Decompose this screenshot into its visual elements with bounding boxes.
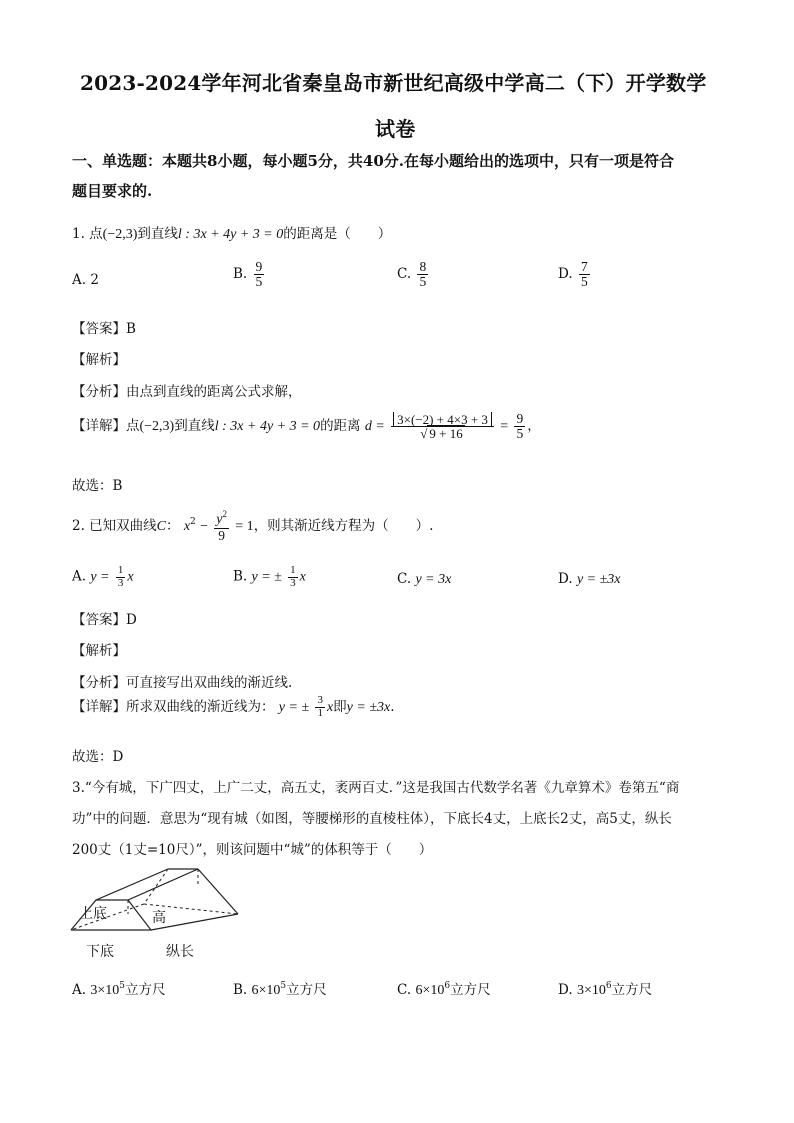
q3-option-b (233, 978, 327, 999)
detail-eq: y = ± (278, 700, 310, 715)
question-1 (72, 222, 391, 243)
frac-num: 3 (317, 694, 323, 707)
question-3-line3: 200丈（1丈=10尺）”，则该问题中“城”的体积等于（ ） (72, 842, 433, 858)
frac-num: 7 (580, 259, 588, 274)
option-label: C. (397, 571, 412, 587)
option-unit: 立方尺 (450, 982, 491, 998)
option-label: D. (558, 266, 573, 283)
trapezoid-prism-figure (66, 864, 256, 964)
option-coef: 6×10 (415, 983, 445, 998)
detail-line: l : 3x + 4y + 3 = 0 (214, 419, 321, 435)
option-label: C. (397, 982, 412, 998)
page-title: 2023-2024学年河北省秦皇岛市新世纪高级中学高二（下）开学数学 (80, 71, 707, 95)
option-exp: 6 (605, 981, 612, 991)
q2-eq-x: x (183, 518, 191, 534)
q2-suffix: ，则其渐近线方程为（ ）. (253, 517, 434, 534)
section-heading: 一、单选题：本题共8小题，每小题5分，共40分.在每小题给出的选项中，只有一项是符合 (72, 152, 674, 170)
detail-d: d = (364, 419, 385, 435)
detail-mid: 到直线 (174, 418, 215, 435)
q1-option-c (397, 260, 430, 289)
q2-option-a (72, 565, 134, 589)
q2-curve: C (156, 518, 167, 534)
q1-prefix: 1. 点 (72, 226, 103, 242)
q2-eq-num: y (216, 512, 223, 527)
detail-num: 3×(−2) + 4×3 + 3 (393, 412, 492, 427)
frac-num: 1 (290, 564, 296, 576)
detail-x: x (326, 700, 334, 715)
page-title-line2: 试卷 (375, 117, 416, 141)
q2-prefix: 2. 已知双曲线 (72, 517, 157, 534)
option-post: x (127, 569, 134, 585)
detail-mid2: 的距离 (320, 418, 361, 435)
question-2: 2. 已知双曲线C： $x^2$ − $\frac{y^2}{9}$ = 1，则其渐近线方程为（ ）. (72, 509, 434, 543)
top-right-edge (128, 869, 198, 900)
frac-den: 5 (255, 274, 263, 290)
q1-detail: 【详解】点(−2,3)到直线l : 3x + 4y + 3 = 0的距离 d = $\frac{3\times(-2) + 4\times 3 + 3}{√ 9 + 16}$ = $\frac{9}{5}$ ， (72, 411, 541, 442)
frac-den: 3 (117, 576, 124, 589)
q2-fenxi (72, 671, 292, 691)
fenxi-text: 可直接写出双曲线的渐近线. (126, 675, 293, 691)
back-right-slope (198, 869, 238, 914)
detail-eq: = (500, 419, 509, 435)
frac-den: 5 (580, 274, 588, 290)
frac-den: 5 (516, 426, 524, 442)
frac-den: 3 (290, 576, 296, 589)
option-label: C. (397, 266, 412, 283)
frac-den: 1 (317, 707, 323, 719)
q1-choice: 故选：B (72, 478, 123, 494)
frac-num: 9 (516, 411, 524, 426)
option-label: A. (72, 568, 87, 585)
section-heading-line2: 题目要求的. (72, 182, 153, 200)
option-exp: 5 (119, 981, 125, 991)
question-3-line1: 3.“今有城，下广四丈，上广二丈，高五丈，袤两百丈．”这是我国古代数学名著《九章算术》卷第五“商 (72, 780, 680, 796)
q3-option-a (72, 978, 165, 999)
q1-option-d (558, 260, 592, 289)
option-label: A. (72, 272, 87, 288)
q2-analysis-header: 【解析】 (72, 643, 126, 659)
option-post: x (299, 569, 306, 585)
option-coef: 3×10 (576, 983, 606, 998)
option-value: y = ±3x (576, 572, 621, 587)
q1-mid: 到直线 (137, 226, 178, 242)
option-unit: 立方尺 (286, 982, 327, 998)
q2-option-c (397, 571, 451, 588)
fenxi-tag: 【分析】 (72, 384, 126, 400)
frac-num: 1 (117, 564, 124, 576)
option-pre: y = (90, 569, 110, 585)
fenxi-tag: 【分析】 (72, 675, 126, 691)
detail-end: ， (527, 418, 541, 435)
detail-pre: 点 (126, 418, 140, 435)
detail-end: . (390, 699, 395, 715)
q1-option-b (233, 260, 266, 289)
q1-answer: 【答案】B (72, 321, 136, 337)
frac-num: 9 (255, 259, 263, 274)
q2-colon: ： (166, 517, 180, 534)
q1-suffix: 的距离是（ ） (283, 226, 392, 242)
label-height: 高 (152, 910, 166, 926)
option-label: B. (233, 266, 248, 283)
frac-num: 8 (419, 259, 427, 274)
option-exp: 6 (444, 981, 451, 991)
fenxi-text: 由点到直线的距离公式求解， (126, 384, 302, 400)
option-label: A. (72, 982, 87, 998)
option-value: 2 (90, 272, 99, 288)
option-label: D. (558, 571, 573, 587)
q3-option-c (397, 978, 491, 999)
option-exp: 5 (280, 981, 287, 991)
q1-option-a (72, 272, 99, 288)
q1-line-eq: l : 3x + 4y + 3 = 0 (177, 227, 284, 242)
option-label: D. (558, 982, 573, 998)
label-top-base: 上底 (79, 906, 107, 922)
detail-tag: 【详解】 (72, 418, 126, 435)
option-label: B. (233, 568, 248, 585)
q2-eq-den: 9 (218, 527, 225, 543)
q3-option-d (558, 978, 652, 999)
label-bottom-base: 下底 (86, 944, 114, 960)
q2-choice: 故选：D (72, 749, 124, 765)
frac-den: 5 (419, 274, 427, 290)
q2-detail (72, 695, 395, 720)
option-pre: y = ± (251, 569, 282, 585)
option-value: y = 3x (415, 572, 452, 587)
q2-option-b (233, 565, 306, 589)
detail-den: 9 + 16 (429, 426, 463, 442)
q1-point: (−2,3) (102, 227, 138, 242)
option-coef: 6×10 (251, 983, 281, 998)
detail-tag: 【详解】 (72, 699, 126, 715)
option-label: B. (233, 982, 248, 998)
label-length: 纵长 (166, 944, 194, 960)
detail-eq2: y = ±3x (346, 700, 391, 715)
option-unit: 立方尺 (611, 982, 653, 998)
q2-option-d (558, 571, 621, 588)
q1-fenxi (72, 380, 302, 400)
q1-analysis-header: 【解析】 (72, 352, 126, 368)
option-coef: 3×10 (90, 983, 120, 998)
option-unit: 立方尺 (124, 982, 166, 998)
detail-mid: 即 (333, 699, 347, 715)
detail-point: (−2,3) (139, 419, 175, 435)
detail-pre: 所求双曲线的渐近线为： (126, 699, 275, 715)
q2-eq-minus: − (200, 518, 208, 534)
q2-eq-end: = 1 (235, 518, 254, 534)
q2-answer: 【答案】D (72, 612, 137, 628)
question-3-line2: 功”中的问题．意思为“现有城（如图，等腰梯形的直棱柱体），下底长4丈，上底长2丈，高5丈，纵长 (72, 811, 672, 827)
